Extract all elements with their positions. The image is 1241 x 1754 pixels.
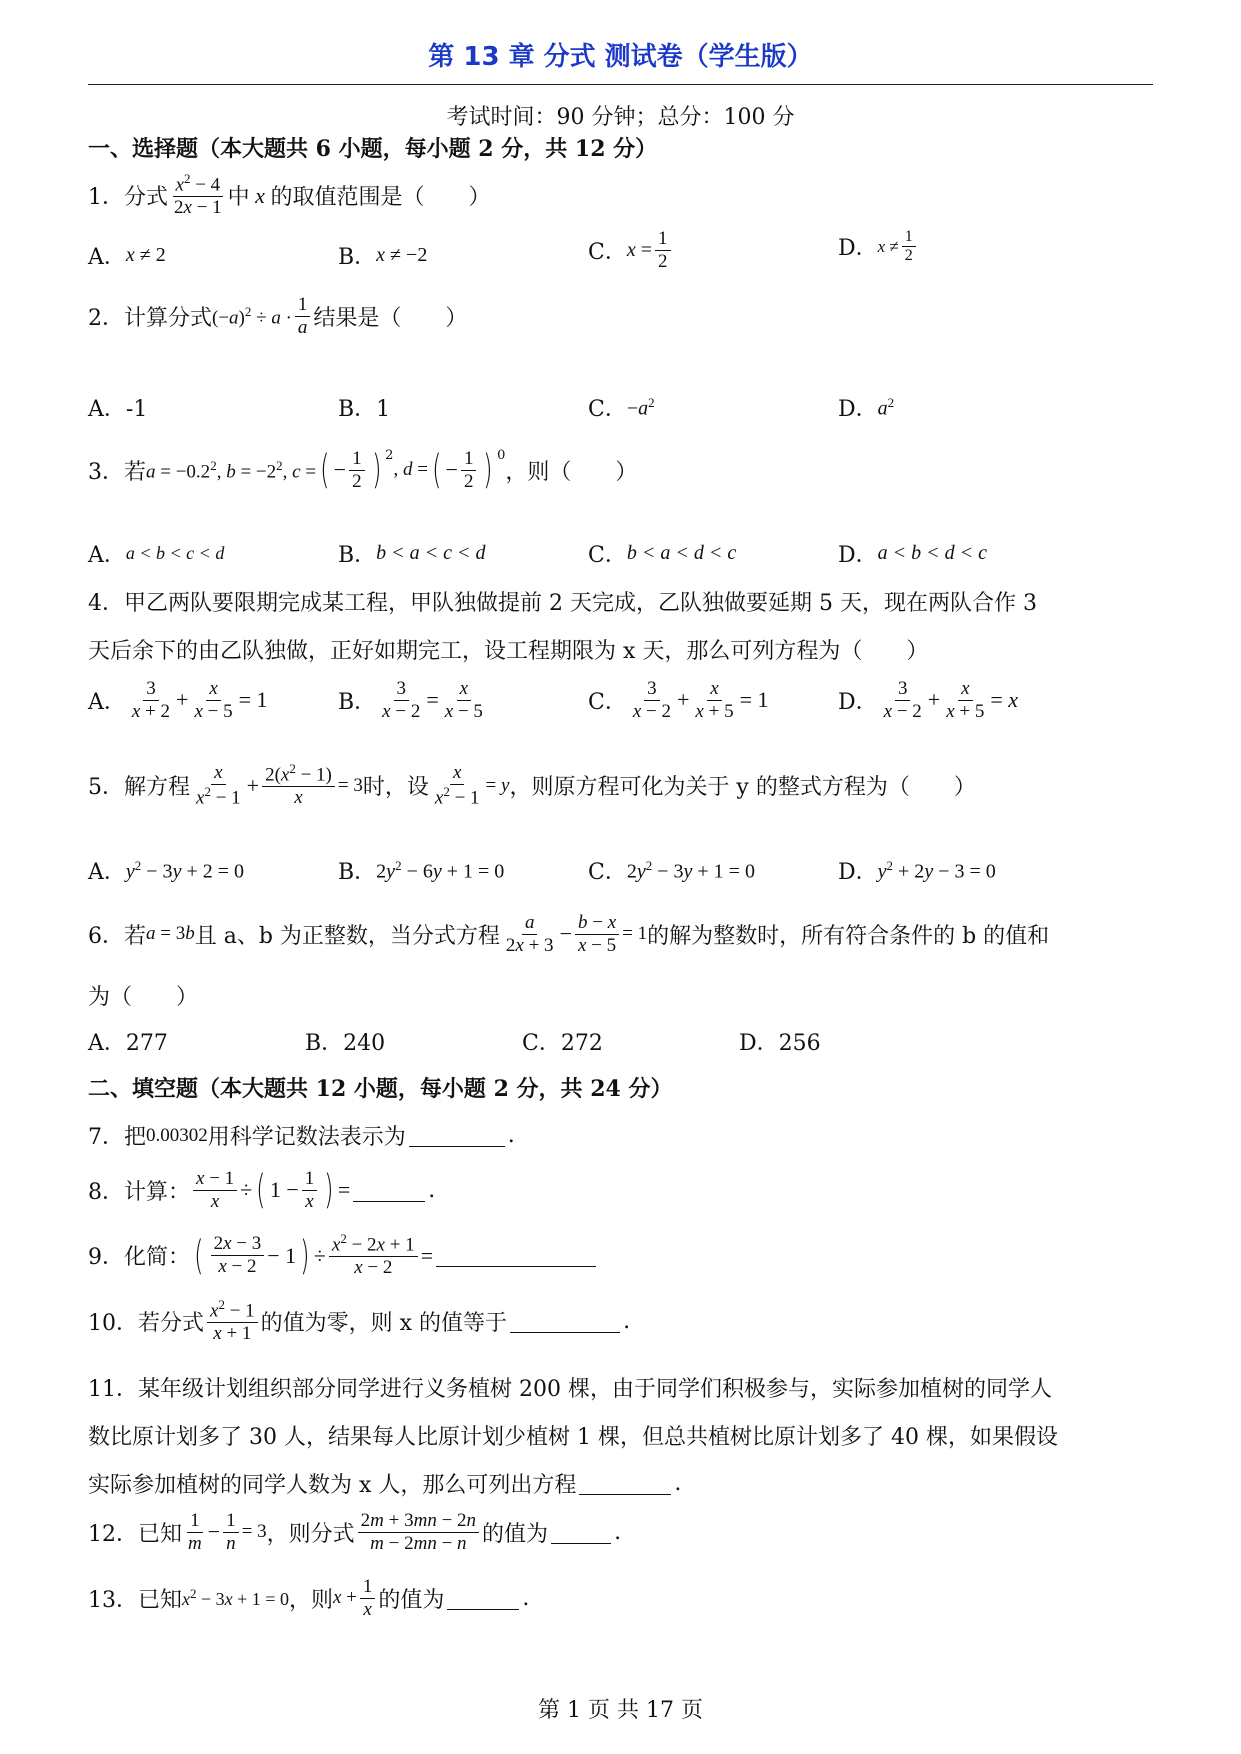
- q13-suffix: 的值为: [378, 1587, 445, 1613]
- question-1: [88, 172, 490, 219]
- q6-option-c[interactable]: C．272: [522, 1031, 603, 1056]
- question-4-line-2: 天后余下的由乙队独做，正好如期完工，设工程期限为 x 天，那么可列方程为（ ）: [88, 639, 929, 664]
- q1-variable: x: [249, 182, 271, 208]
- option-label: C．: [588, 397, 627, 422]
- question-8: 8．计算： $\frac{x - 1}{x}$ ÷ ( 1 − $\frac{1}{x}$ ) = .: [88, 1167, 436, 1214]
- option-label: B．: [338, 860, 377, 885]
- option-label: D．: [838, 397, 878, 422]
- question-13: 13．已知 $x^2 - 3x + 1 = 0$ ，则 x + $\frac{1}{x}$ 的值为 .: [88, 1576, 530, 1620]
- q3-option-d[interactable]: D． a < b < d < c: [838, 538, 987, 569]
- q1-option-d[interactable]: D． x ≠ $\frac{1}{2}$: [838, 228, 919, 266]
- option-label: C．: [588, 689, 627, 715]
- q6-option-d[interactable]: D．256: [739, 1031, 821, 1056]
- q9-prefix: 9．化简：: [88, 1245, 190, 1270]
- q7-end: .: [507, 1123, 515, 1148]
- q12-suffix: 的值为: [482, 1521, 549, 1547]
- q9-answer-blank[interactable]: [436, 1244, 596, 1267]
- option-label: C．: [588, 543, 627, 568]
- q2-option-a[interactable]: A．-1: [88, 397, 148, 422]
- q8-answer-blank[interactable]: [353, 1179, 425, 1202]
- q3-option-c[interactable]: C． b < a < d < c: [588, 538, 736, 569]
- q8-prefix: 8．计算：: [88, 1179, 190, 1205]
- q4-option-a[interactable]: A． $\frac{3}{x + 2}$ + $\frac{x}{x - 5}$ = 1: [88, 678, 268, 722]
- q10-prefix: 10．若分式: [88, 1311, 204, 1336]
- section-heading-choice: 一、选择题（本大题共 6 小题，每小题 2 分，共 12 分）: [88, 136, 658, 162]
- q2-option-d[interactable]: D． $a^2$: [838, 392, 894, 423]
- question-11-line-2: 数比原计划多了 30 人，结果每人比原计划少植树 1 棵，但总共植树比原计划多了 40 棵，如果假设: [88, 1425, 1058, 1450]
- section-heading-fill-blank: 二、填空题（本大题共 12 小题，每小题 2 分，共 24 分）: [88, 1076, 673, 1102]
- q3-option-b[interactable]: B． b < a < c < d: [338, 538, 486, 569]
- q7-prefix: 7．把: [88, 1125, 146, 1150]
- q10-suffix: 的值为零，则 x 的值等于: [260, 1311, 508, 1336]
- question-7: [88, 1120, 515, 1151]
- question-11-line-3: [88, 1468, 681, 1499]
- question-2: 2．计算分式 $(-a)^2 \div a$ · $\frac{1}{a}$ 结果是（ ）: [88, 294, 468, 338]
- q11-line-3-text: 实际参加植树的同学人数为 x 人，那么可列出方程: [88, 1473, 577, 1498]
- q13-end: .: [522, 1585, 530, 1611]
- q4-option-d[interactable]: D． $\frac{3}{x - 2}$ + $\frac{x}{x + 5}$ = x: [838, 678, 1019, 722]
- option-label: B．: [338, 245, 377, 270]
- option-label: A．: [88, 543, 126, 568]
- question-12: 12．已知 $\frac{1}{m}$ − $\frac{1}{n}$ = 3 ，则分式 $\frac{2m + 3mn - 2n}{m - 2mn - n}$ 的值为 .: [88, 1510, 622, 1554]
- question-6-line-2: 为（ ）: [88, 985, 199, 1010]
- q12-end: .: [614, 1519, 622, 1545]
- option-label: D．: [838, 236, 878, 262]
- q6-prefix: 6．若: [88, 923, 146, 949]
- page-title: 第 13 章 分式 测试卷（学生版）: [428, 42, 813, 72]
- q12-mid: ，则分式: [266, 1521, 355, 1547]
- q1-tail: 的取值范围是（ ）: [270, 185, 491, 210]
- question-4-line-1: 4．甲乙两队要限期完成某工程，甲队独做提前 2 天完成，乙队独做要延期 5 天，现在两队合作 3: [88, 591, 1037, 616]
- q1-option-c[interactable]: C． x = $\frac{1}{2}$: [588, 228, 674, 273]
- question-5: 5．解方程 $\frac{x}{x^2 - 1}$ + $\frac{2(x^2 - 1)}{x}$ = 3 时，设 $\frac{x}{x^2 - 1}$ = y ，则原方程可化为关于 y 的整式方程为（ ）: [88, 761, 976, 809]
- q1-option-a[interactable]: A． x ≠ 2: [88, 240, 166, 271]
- option-label: A．: [88, 689, 126, 715]
- exam-info: 考试时间：90 分钟；总分：100 分: [446, 105, 795, 130]
- q7-number: 0.00302: [146, 1124, 208, 1146]
- option-label: B．: [338, 689, 377, 715]
- q2-prefix: 2．计算分式: [88, 305, 212, 331]
- option-label: B．: [338, 543, 377, 568]
- option-label: A．: [88, 245, 126, 270]
- q5-prefix: 5．解方程: [88, 775, 190, 800]
- q11-answer-blank[interactable]: [579, 1472, 671, 1495]
- q5-option-c[interactable]: C． $2y^2 - 3y + 1 = 0$: [588, 855, 755, 886]
- option-label: D．: [838, 689, 878, 715]
- q13-mid: ，则: [288, 1587, 333, 1613]
- option-label: C．: [588, 239, 627, 265]
- option-label: C．: [588, 860, 627, 885]
- q5-suffix: ，则原方程可化为关于 y 的整式方程为（ ）: [509, 775, 976, 800]
- q2-option-c[interactable]: C． $-a^2$: [588, 392, 655, 423]
- q2-suffix: 结果是（ ）: [313, 305, 468, 331]
- question-6: 6．若 a = 3b 且 a、b 为正整数，当分式方程 $\frac{a}{2x + 3}$ − $\frac{b - x}{x - 5}$ = 1 的解为整数时，所有符合条件的 b 的值和: [88, 912, 1050, 956]
- q6-option-b[interactable]: B．240: [305, 1031, 386, 1056]
- q2-option-b[interactable]: B．1: [338, 397, 391, 422]
- question-11-line-1: 11．某年级计划组织部分同学进行义务植树 200 棵，由于同学们积极参与，实际参加植树的同学人: [88, 1377, 1052, 1402]
- q3-suffix: ，则（ ）: [505, 459, 638, 485]
- q11-end: .: [674, 1471, 682, 1496]
- header-divider: [88, 84, 1153, 85]
- q12-answer-blank[interactable]: [551, 1521, 611, 1544]
- q5-option-a[interactable]: A． $y^2 - 3y + 2 = 0$: [88, 855, 244, 886]
- q7-answer-blank[interactable]: [409, 1124, 505, 1147]
- q12-prefix: 12．已知: [88, 1521, 182, 1547]
- q1-option-b[interactable]: B． x ≠ −2: [338, 240, 427, 271]
- q10-answer-blank[interactable]: [510, 1310, 620, 1333]
- option-label: A．: [88, 860, 126, 885]
- q3-option-a[interactable]: A． a < b < c < d: [88, 538, 224, 569]
- q6-option-a[interactable]: A．277: [88, 1031, 168, 1056]
- q5-option-b[interactable]: B． $2y^2 - 6y + 1 = 0$: [338, 855, 504, 886]
- q8-end: .: [428, 1177, 436, 1203]
- q6-mid: 且 a、b 为正整数，当分式方程: [194, 923, 500, 949]
- option-label: D．: [838, 543, 878, 568]
- q1-suffix: 中: [227, 185, 250, 210]
- question-10: 10．若分式 $\frac{x^2 - 1}{x + 1}$ 的值为零，则 x 的值等于 .: [88, 1297, 631, 1345]
- q1-prefix: 1．分式: [88, 185, 168, 210]
- q6-suffix: 的解为整数时，所有符合条件的 b 的值和: [647, 923, 1050, 949]
- q4-option-b[interactable]: B． $\frac{3}{x - 2}$ = $\frac{x}{x - 5}$: [338, 678, 483, 722]
- page-number: 第 1 页 共 17 页: [538, 1698, 703, 1723]
- q5-option-d[interactable]: D． $y^2 + 2y - 3 = 0$: [838, 855, 996, 886]
- q4-option-c[interactable]: C． $\frac{3}{x - 2}$ + $\frac{x}{x + 5}$ = 1: [588, 678, 769, 722]
- q10-end: .: [623, 1309, 631, 1334]
- q5-mid: 时，设: [362, 775, 429, 800]
- option-label: D．: [838, 860, 878, 885]
- question-9: 9．化简： ( $\frac{2x - 3}{x - 2}$ − 1 ) ÷ $\frac{x^2 - 2x + 1}{x - 2}$ =: [88, 1232, 599, 1279]
- q13-answer-blank[interactable]: [447, 1587, 519, 1610]
- q13-prefix: 13．已知: [88, 1587, 182, 1613]
- q7-suffix: 用科学记数法表示为: [207, 1125, 406, 1150]
- q1-fraction: $\frac{x^2 - 4}{2x - 1}$: [174, 171, 222, 219]
- q3-prefix: 3．若: [88, 459, 146, 485]
- question-3: 3．若 $a = -0.2^2$, $b = -2^2$, c = ( − $\frac{1}{2}$ ) $^2$ , d = ( − $\frac{1}{2}$ ) $^0$ ，则（ ）: [88, 447, 638, 494]
